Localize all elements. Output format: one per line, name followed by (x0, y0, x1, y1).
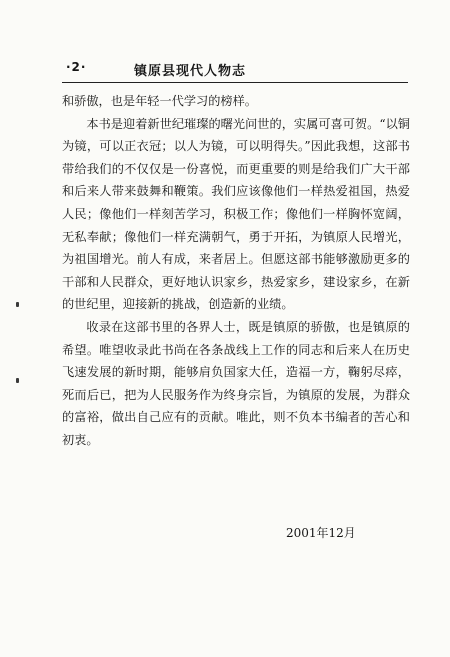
body-text (62, 90, 410, 452)
date-line: 2001年12月 (286, 526, 356, 540)
running-header (66, 60, 406, 80)
page-number: ·2· (66, 60, 87, 74)
margin-speck (16, 378, 19, 383)
header-rule (62, 82, 408, 83)
margin-speck (16, 302, 19, 307)
header-title: 镇原县现代人物志 (134, 64, 247, 79)
paragraph-continuation: 和骄傲，也是年轻一代学习的榜样。 (62, 94, 257, 108)
paragraph: 本书是迎着新世纪璀璨的曙光问世的，实属可喜可贺。“以铜为镜，可以正衣冠；以人为镜，可以明得失。”因此我想，这部书带给我们的不仅仅是一份喜悦，而更重要的则是给我们广大干部和后来人带来鼓舞和鞭策。我们应该像他们一样热爱祖国，热爱人民；像他们一样刻苦学习，积极工作；像他们一样胸怀宽阔，无私奉献；像他们一样充满朝气，勇于开拓，为镇原人民增光，为祖国增光。前人有成，来者居上。但愿这部书能够激励更多的干部和人民群众，更好地认识家乡，热爱家乡，建设家乡，在新的世纪里，迎接新的挑战，创造新的业绩。 (62, 116, 410, 312)
paragraph: 收录在这部书里的各界人士，既是镇原的骄傲，也是镇原的希望。唯望收录此书尚在各条战线上工作的同志和后来人在历史飞速发展的新时期，能够肩负国家大任，造福一方，鞠躬尽瘁，死而后已，把为人民服务作为终身宗旨，为镇原的发展，为群众的富裕，做出自己应有的贡献。唯此，则不负本书编者的苦心和初衷。 (62, 319, 410, 447)
